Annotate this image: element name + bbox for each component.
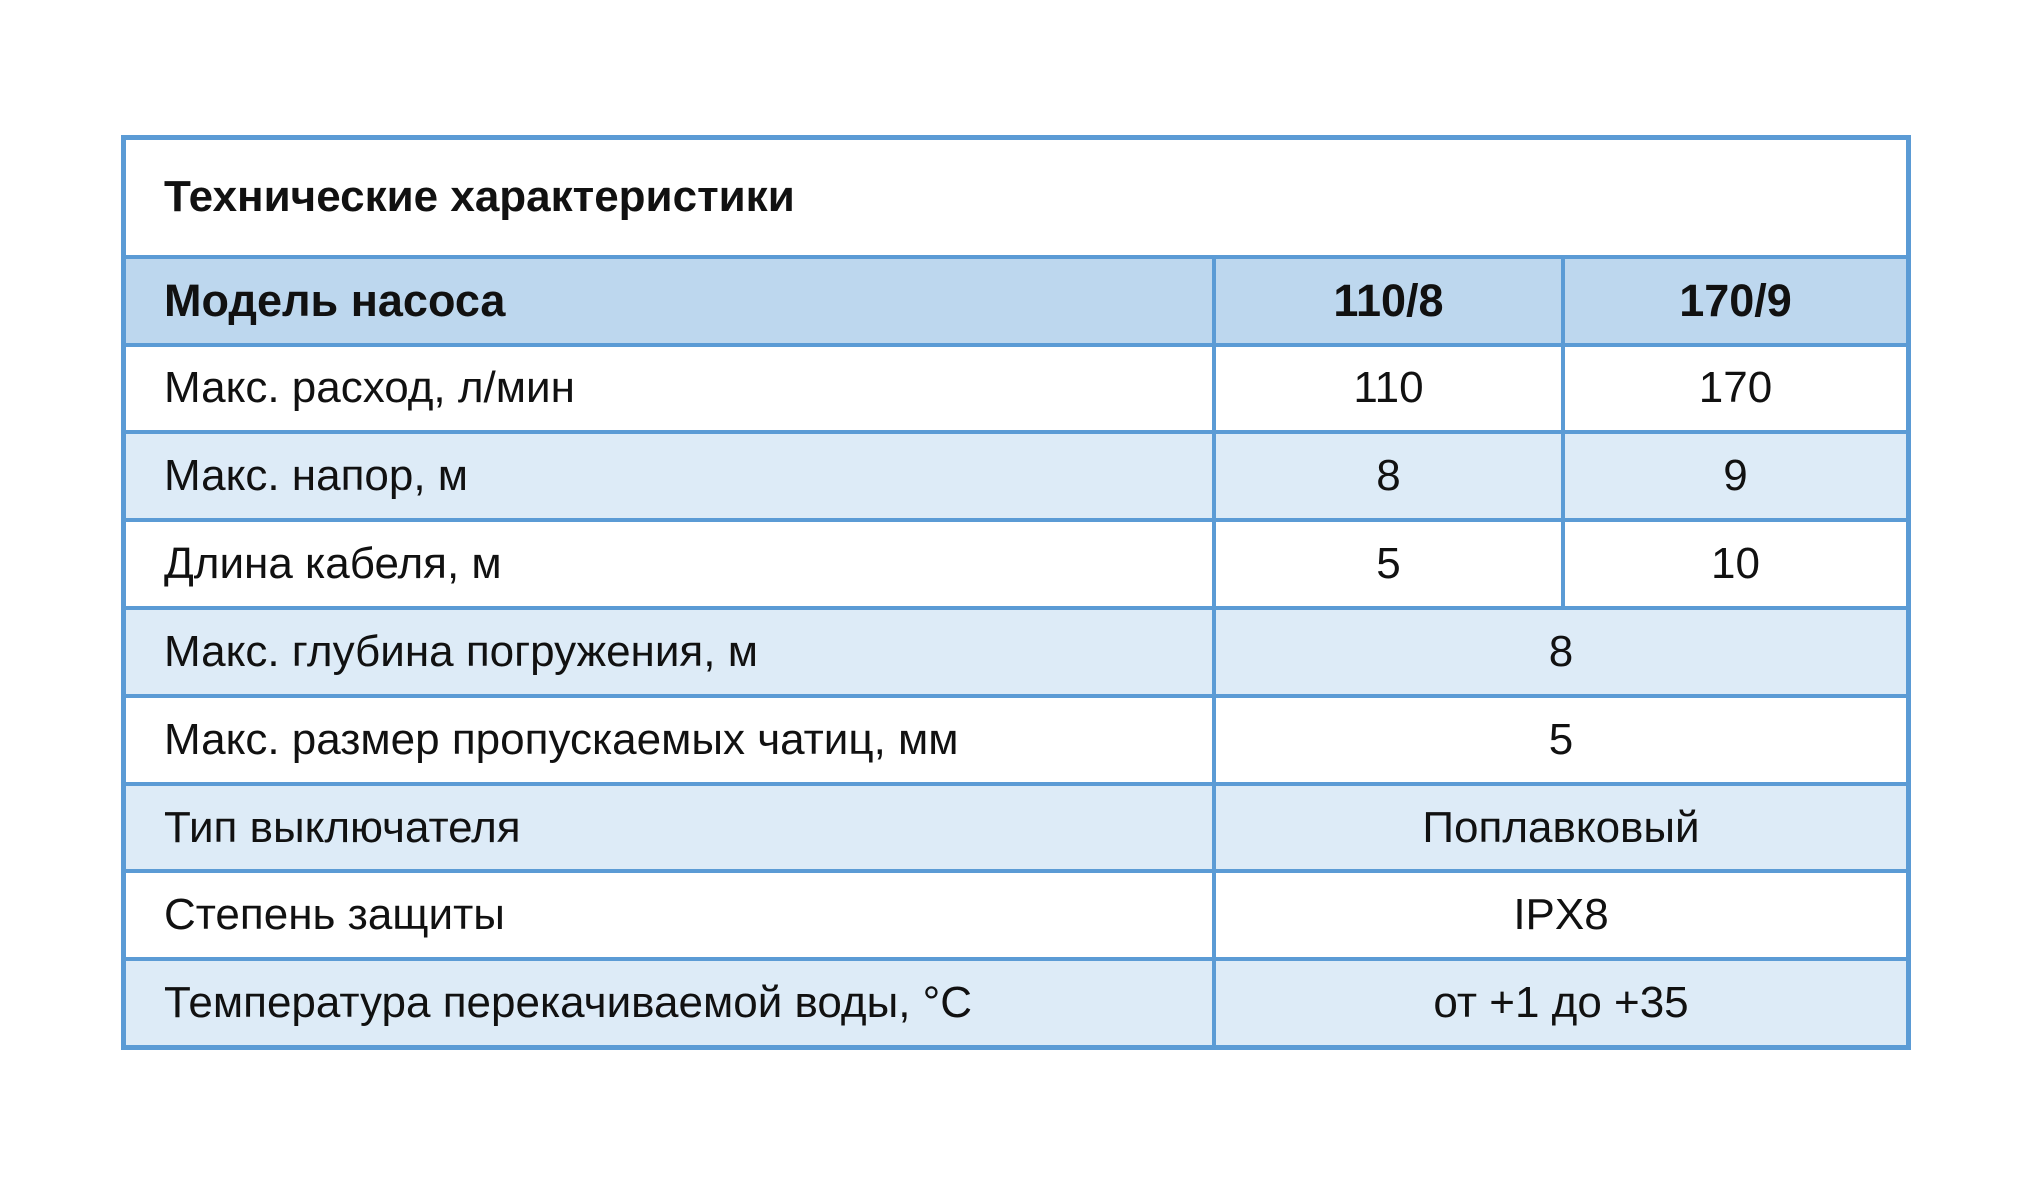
- row-label: Длина кабеля, м: [126, 520, 1214, 608]
- table-row: [126, 345, 1906, 433]
- header-model-1: 110/8: [1214, 257, 1563, 345]
- row-label: Макс. расход, л/мин: [126, 345, 1214, 433]
- table-title: Технические характеристики: [126, 140, 1906, 257]
- table-row: [126, 871, 1906, 959]
- header-row: [126, 257, 1906, 345]
- row-label: Макс. напор, м: [126, 432, 1214, 520]
- row-value-model-2: 170: [1563, 345, 1906, 433]
- table-row: [126, 520, 1906, 608]
- table-row: [126, 608, 1906, 696]
- table-row: [126, 784, 1906, 872]
- header-model-2: 170/9: [1563, 257, 1906, 345]
- row-value-model-2: 10: [1563, 520, 1906, 608]
- row-label: Макс. размер пропускаемых чатиц, мм: [126, 696, 1214, 784]
- row-value-shared: от +1 до +35: [1214, 959, 1906, 1045]
- row-value-shared: 8: [1214, 608, 1906, 696]
- spec-table: [126, 140, 1906, 1045]
- title-row: [126, 140, 1906, 257]
- row-value-shared: IPX8: [1214, 871, 1906, 959]
- row-value-model-1: 110: [1214, 345, 1563, 433]
- spec-table-card: [121, 135, 1911, 1050]
- row-label: Макс. глубина погружения, м: [126, 608, 1214, 696]
- table-row: [126, 696, 1906, 784]
- row-value-model-2: 9: [1563, 432, 1906, 520]
- row-value-shared: 5: [1214, 696, 1906, 784]
- row-value-model-1: 5: [1214, 520, 1563, 608]
- row-label: Тип выключателя: [126, 784, 1214, 872]
- table-row: [126, 959, 1906, 1045]
- row-value-model-1: 8: [1214, 432, 1563, 520]
- table-row: [126, 432, 1906, 520]
- row-label: Температура перекачиваемой воды, °С: [126, 959, 1214, 1045]
- row-value-shared: Поплавковый: [1214, 784, 1906, 872]
- header-label: Модель насоса: [126, 257, 1214, 345]
- row-label: Степень защиты: [126, 871, 1214, 959]
